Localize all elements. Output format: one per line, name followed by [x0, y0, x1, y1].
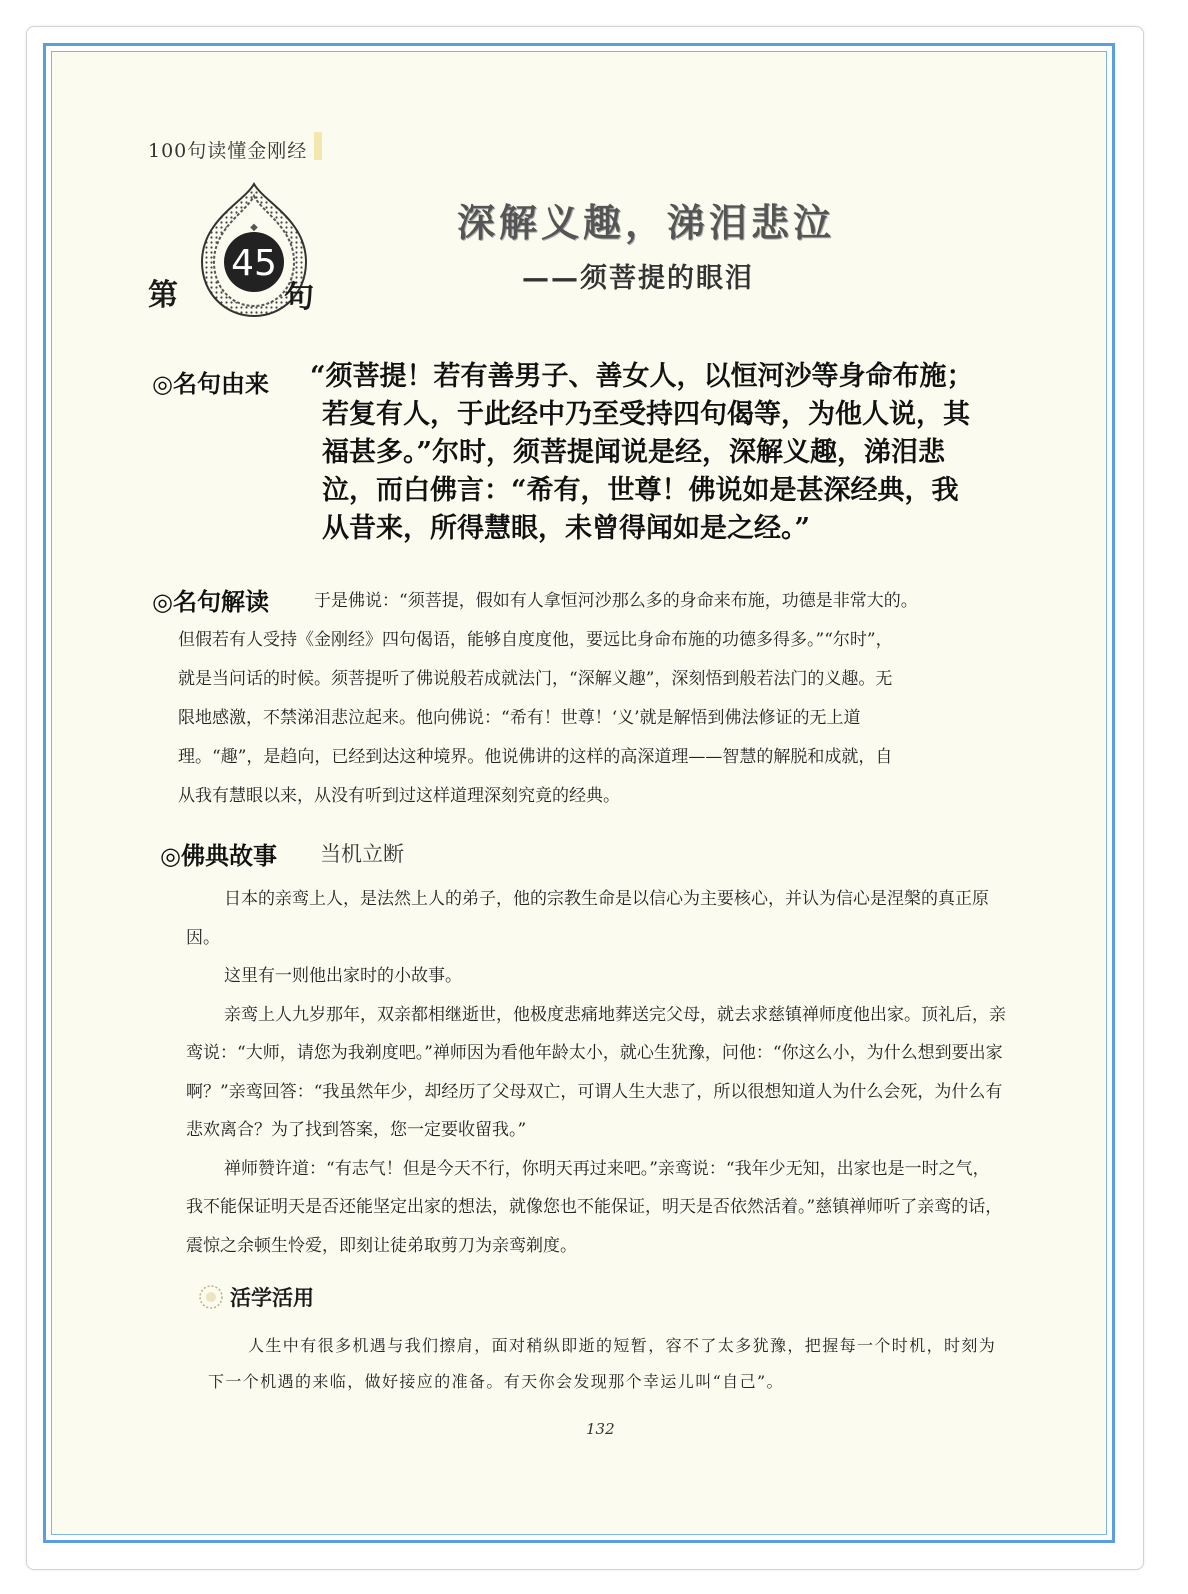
- story-heading: ◎佛典故事: [160, 842, 277, 870]
- source-quote: [310, 358, 1000, 548]
- running-head: 100句读懂金刚经: [148, 140, 308, 162]
- application-heading: 活学活用: [230, 1286, 314, 1310]
- story-paragraph: 禅师赞许道：“有志气！但是今天不行，你明天再过来吧。”亲鸾说：“我年少无知，出家也是一时之气，我不能保证明天是否还能坚定出家的想法，就像您也不能保证，明天是否依然活着。”慈镇禅师听了亲鸾的话，震惊之余顿生怜爱，即刻让徒弟取剪刀为亲鸾剃度。: [186, 1158, 1003, 1256]
- book-page: [52, 52, 1106, 1534]
- source-line: 福甚多。”尔时，须菩提闻说是经，深解义趣，涕泪悲: [322, 437, 946, 468]
- mirrored-number: ◆: [250, 222, 258, 233]
- story-paragraph: 日本的亲鸾上人，是法然上人的弟子，他的宗教生命是以信心为主要核心，并认为信心是涅槃的真正原因。: [186, 889, 989, 948]
- interpretation-line: 但假若有人受持《金刚经》四句偈语，能够自度度他，要远比身命布施的功德多得多。”“尔时”，: [178, 630, 893, 650]
- interpretation-line: 理。“趣”，是趋向，已经到达这种境界。他说佛讲的这样的高深道理——智慧的解脱和成就，自: [178, 747, 893, 767]
- application-body: [208, 1328, 1008, 1400]
- sentence-prefix: 第: [148, 278, 178, 313]
- source-line: 若复有人，于此经中乃至受持四句偈等，为他人说，其: [322, 399, 970, 430]
- source-line: “须菩提！若有善男子、善女人，以恒河沙等身命布施；: [310, 361, 974, 392]
- interpretation-line: 就是当问话的时候。须菩提听了佛说般若成就法门，“深解义趣”，深刻悟到般若法门的义趣。无: [178, 669, 893, 689]
- interpretation-line: 于是佛说：“须菩提，假如有人拿恒河沙那么多的身命来布施，功德是非常大的。: [314, 591, 918, 611]
- source-heading: ◎名句由来: [152, 370, 269, 398]
- interpretation-line: 限地感激，不禁涕泪悲泣起来。他向佛说：“希有！世尊！‘义’就是解悟到佛法修证的无上道: [178, 708, 861, 728]
- application-paragraph: 人生中有很多机遇与我们擦肩，面对稍纵即逝的短暂，容不了太多犹豫，把握每一个时机，时刻为下一个机遇的来临，做好接应的准备。有天你会发现那个幸运儿叫“自己”。: [208, 1336, 997, 1391]
- chapter-title: 深解义趣，涕泪悲泣: [457, 201, 836, 245]
- story-subtitle: 当机立断: [320, 842, 404, 866]
- story-paragraph: 亲鸾上人九岁那年，双亲都相继逝世，他极度悲痛地葬送完父母，就去求慈镇禅师度他出家。顶礼后，亲鸾说：“大师，请您为我剃度吧。”禅师因为看他年龄太小，就心生犹豫，问他：“你这么小，为什么想到要出家啊？”亲鸾回答：“我虽然年少，却经历了父母双亡，可谓人生大悲了，所以很想知道人为什么会死，为什么有悲欢离合？为了找到答案，您一定要收留我。”: [186, 1004, 1006, 1140]
- sentence-number: 45: [231, 243, 277, 284]
- running-head-marker: [314, 132, 322, 160]
- chapter-subtitle: ——须菩提的眼泪: [522, 263, 754, 294]
- source-line: 从昔来，所得慧眼，未曾得闻如是之经。”: [322, 513, 811, 544]
- lotus-icon: [198, 1284, 224, 1310]
- source-line: 泣，而白佛言：“希有，世尊！佛说如是甚深经典，我: [322, 475, 959, 506]
- sentence-suffix: 句: [284, 280, 314, 315]
- page-number: 132: [586, 1420, 615, 1438]
- interpretation-body: [178, 582, 1008, 816]
- story-body: [186, 880, 1006, 1265]
- interpretation-line: 从我有慧眼以来，从没有听到过这样道理深刻究竟的经典。: [178, 786, 620, 806]
- story-paragraph: 这里有一则他出家时的小故事。: [224, 966, 462, 986]
- interpretation-heading: ◎名句解读: [152, 588, 269, 616]
